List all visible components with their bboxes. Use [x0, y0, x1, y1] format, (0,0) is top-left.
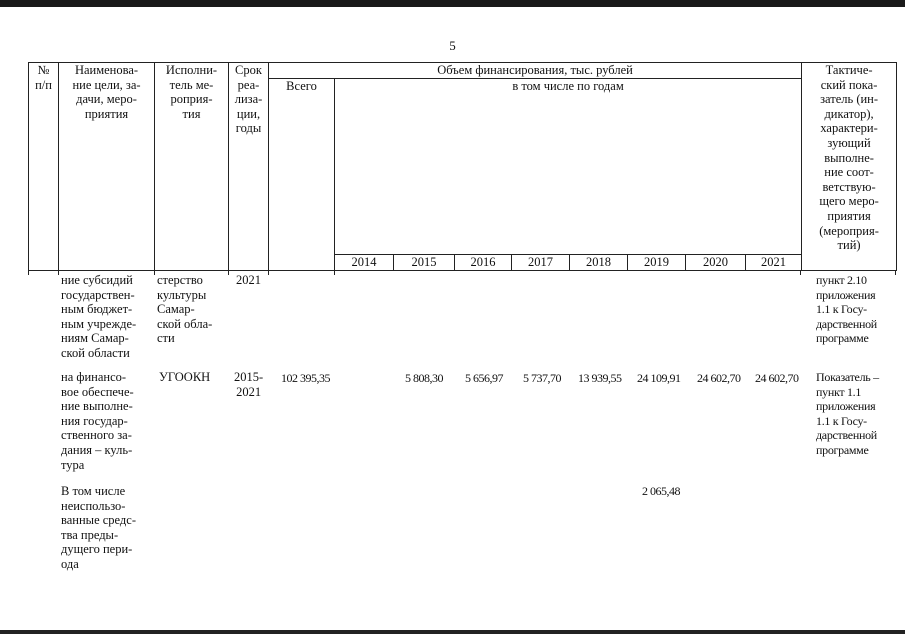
header-total: Всего	[269, 78, 335, 270]
header-year: 2020	[686, 255, 746, 271]
table-cell-2016: 5 656,97	[465, 371, 503, 385]
table-row-indicator: пункт 2.10 приложения 1.1 к Госу- дарственной программе	[816, 273, 877, 346]
table-cell-2021: 24 602,70	[755, 371, 799, 385]
table-row-executor: стерство культуры Самар- ской обла- сти	[157, 273, 213, 346]
table-cell-2018: 13 939,55	[578, 371, 622, 385]
scan-bottom-border	[0, 630, 905, 634]
header-num: № п/п	[29, 63, 59, 271]
table-row-name: В том числе неиспользо- ванные средс- тва преды- дущего пери- ода	[61, 484, 136, 571]
table-row-name: ние субсидий государствен- ным бюджет- ным учрежде- ниям Самар- ской области	[61, 273, 137, 360]
header-year: 2017	[512, 255, 570, 271]
header-name: Наименова- ние цели, за- дачи, меро- приятия	[59, 63, 155, 271]
header-funding: Объем финансирования, тыс. рублей	[269, 63, 802, 79]
header-year: 2016	[455, 255, 512, 271]
header-year: 2014	[335, 255, 394, 271]
table-row-term: 2021	[236, 273, 261, 287]
header-by-years: в том числе по годам	[335, 78, 802, 255]
header-year: 2015	[394, 255, 455, 271]
table-body	[28, 271, 896, 591]
table-row-term: 2015- 2021	[234, 370, 264, 399]
table-cell-2017: 5 737,70	[523, 371, 561, 385]
scan-top-border	[0, 0, 905, 7]
page-number: 5	[449, 38, 456, 53]
table-cell-2020: 24 602,70	[697, 371, 741, 385]
header-year: 2018	[570, 255, 628, 271]
table-cell-total: 102 395,35	[281, 371, 330, 385]
table-row-name: на финансо- вое обеспече- ние выполне- ния государ- ственного за- дания – куль- тура	[61, 370, 134, 472]
table-row-indicator: Показатель – пункт 1.1 приложения 1.1 к Госу- дарственной программе	[816, 370, 879, 457]
table-cell-2019: 24 109,91	[637, 371, 681, 385]
table-cell-2019: 2 065,48	[642, 484, 680, 498]
table-row-executor: УГООКН	[159, 370, 211, 384]
header-year: 2019	[628, 255, 686, 271]
header-year: 2021	[746, 255, 802, 271]
header-executor: Исполни- тель ме- роприя- тия	[155, 63, 229, 271]
header-tactical-indicator: Тактиче- ский пока- затель (ин- дикатор), характери- зующий выполне- ние соот- ветствую- щего меро- приятия (мероприя- тий)	[802, 63, 897, 271]
financing-table-header	[28, 62, 897, 271]
table-cell-2015: 5 808,30	[405, 371, 443, 385]
header-term: Срок реа- лиза- ции, годы	[229, 63, 269, 271]
